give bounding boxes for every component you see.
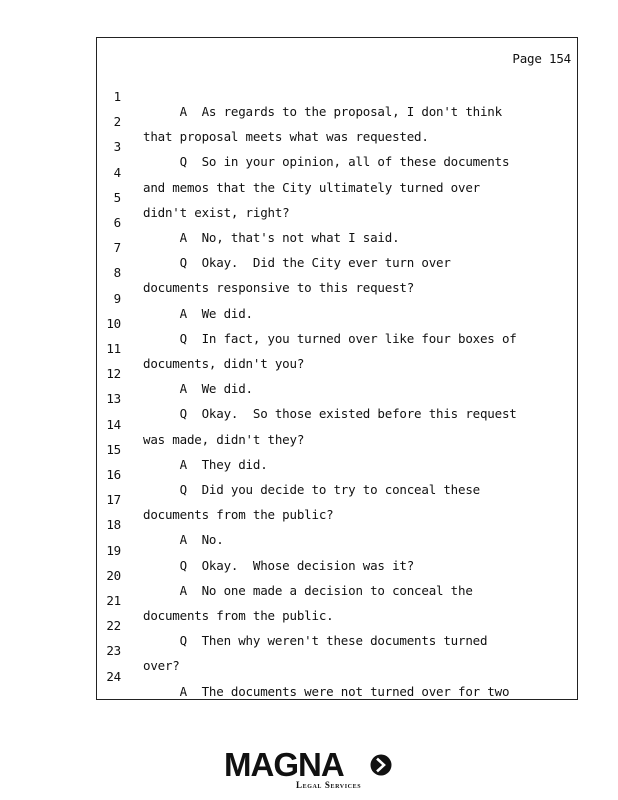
line-number: 11 [106,341,121,356]
line-number: 13 [106,391,121,407]
transcript-line [97,578,577,623]
transcript-line [97,276,577,321]
line-text: that proposal meets what was requested. [143,129,429,145]
line-text: documents from the public. [143,608,334,623]
transcript-line [97,74,577,119]
page-number: Page 154 [512,51,571,66]
logo-wordmark: MAGNA [224,746,344,783]
transcript-line [97,376,577,422]
transcript-line [97,326,577,371]
transcript-line [97,654,577,699]
line-number: 14 [106,416,121,432]
magna-logo [224,748,396,794]
line-number: 24 [106,668,121,684]
transcript-line [97,351,577,397]
line-number: 6 [113,215,121,230]
line-text: documents from the public? [143,507,334,523]
line-number: 4 [113,164,121,180]
transcript-line [97,150,577,195]
transcript-line [97,528,577,573]
transcript-line [97,124,577,170]
line-text: Q Did you decide to try to conceal these [143,482,480,497]
line-number: 2 [113,114,121,130]
line-number: 17 [106,492,121,508]
line-number: 12 [106,366,121,382]
line-text: documents responsive to this request? [143,280,415,296]
line-text: Q Okay. So those existed before this request [143,406,517,422]
line-text: over? [143,658,180,674]
line-text: didn't exist, right? [143,204,290,220]
line-number: 7 [113,240,121,256]
transcript-line [97,402,577,447]
line-number: 18 [106,517,121,533]
line-text: Q In fact, you turned over like four boxes of [143,330,517,346]
transcript-line [97,175,577,220]
transcript-line [97,301,577,346]
transcript-line [97,452,577,497]
line-text: A No one made a decision to conceal the [143,582,473,598]
line-number: 10 [106,315,121,331]
line-number: 20 [106,567,121,583]
line-text: A No, that's not what I said. [143,230,400,245]
logo-subtitle: Legal Services [296,780,362,790]
line-number: 9 [113,290,121,306]
transcript-line [97,250,577,296]
transcript-line [97,477,577,523]
line-text: A No. [143,532,224,548]
line-number: 21 [106,593,121,608]
line-text: Q Okay. Did the City ever turn over [143,255,451,271]
transcript-line [97,225,577,271]
transcript-line [97,200,577,245]
chevron-right-circle-icon [370,754,392,776]
line-text: Q Then why weren't these documents turned [143,633,488,649]
line-text: documents, didn't you? [143,356,305,371]
line-text: A We did. [143,381,253,397]
line-number: 23 [106,643,121,659]
transcript-line [97,99,577,145]
line-number: 5 [113,189,121,205]
line-text: A We did. [143,305,253,321]
line-text: A As regards to the proposal, I don't think [143,104,502,119]
line-number: 22 [106,618,121,634]
line-number: 19 [106,542,121,558]
transcript-line [97,603,577,649]
line-number: 16 [106,467,121,482]
transcript-line [97,427,577,472]
transcript-line [97,502,577,548]
line-text: was made, didn't they? [143,431,305,447]
transcript-line [97,553,577,598]
line-number: 1 [113,89,121,104]
line-text: and memos that the City ultimately turned over [143,179,480,195]
line-number: 15 [106,441,121,457]
line-text: Q So in your opinion, all of these documents [143,154,510,170]
line-text: A They did. [143,456,268,472]
transcript-page [96,37,578,700]
line-number: 8 [113,265,121,281]
line-number: 3 [113,139,121,155]
line-text: Q Okay. Whose decision was it? [143,557,415,573]
transcript-line [97,628,577,674]
line-text: A The documents were not turned over for two [143,683,510,699]
